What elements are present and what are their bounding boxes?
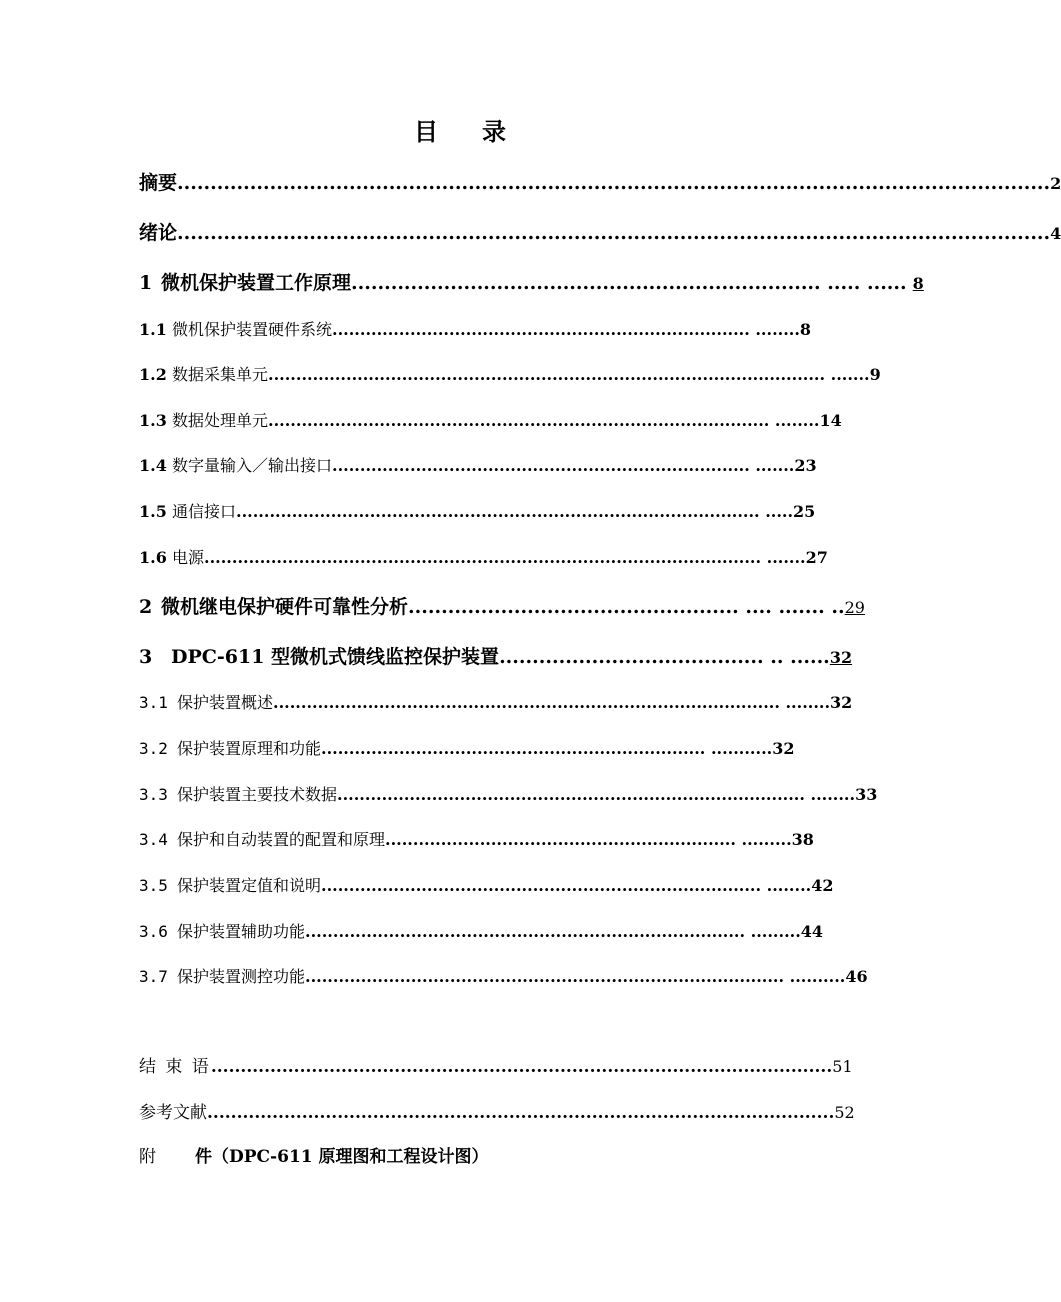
toc-entry-1-2[interactable]	[139, 362, 881, 385]
toc-entry-1-1[interactable]	[139, 317, 812, 340]
toc-leader: ........................................................................... ........	[332, 320, 800, 339]
toc-entry-3-7[interactable]	[139, 964, 868, 987]
toc-number: 1.5	[139, 502, 167, 521]
toc-page: 42	[811, 876, 834, 895]
toc-number: 1.3	[139, 411, 167, 430]
toc-label: 结 束 语	[139, 1057, 211, 1077]
toc-number: 3	[139, 646, 153, 668]
toc-number: 3.3	[139, 785, 168, 804]
toc-page: 9	[869, 365, 881, 384]
toc-page: 44	[800, 922, 824, 941]
appendix-line	[139, 1142, 489, 1167]
toc-page: 32	[772, 739, 795, 758]
toc-label: 微机保护装置硬件系统	[172, 320, 333, 339]
toc-page: 14	[819, 411, 842, 430]
toc-label: 摘要	[139, 172, 178, 194]
toc-page: 51	[832, 1057, 853, 1076]
page-title	[0, 112, 920, 147]
toc-label: 保护装置概述	[177, 693, 274, 712]
toc-number: 3.4	[139, 830, 168, 849]
toc-page: 33	[855, 785, 878, 804]
toc-entry-references[interactable]	[139, 1098, 855, 1123]
appendix-prefix: 附	[139, 1147, 156, 1167]
toc-entry-ch2[interactable]	[139, 592, 865, 619]
toc-leader: ....................................................................................................................................	[177, 172, 1051, 194]
toc-leader: ....................................................................... ..... ......	[351, 272, 907, 294]
toc-label: 保护装置测控功能	[177, 967, 306, 986]
toc-leader: .......................................................................................... ........	[268, 411, 820, 430]
toc-page: 52	[834, 1103, 855, 1122]
toc-label: 参考文献	[139, 1103, 207, 1123]
toc-entry-1-3[interactable]	[139, 408, 842, 431]
toc-entry-1-4[interactable]	[139, 453, 817, 476]
toc-entry-3-1[interactable]	[139, 690, 853, 713]
toc-number: 1.6	[139, 548, 167, 567]
toc-leader: .................................................................................................... .......	[204, 548, 806, 567]
toc-number: 1.2	[139, 365, 167, 384]
title-char-1: 目	[414, 117, 438, 146]
toc-number: 3.5	[139, 876, 168, 895]
toc-page: 4	[1050, 224, 1061, 243]
toc-page: 32	[830, 693, 853, 712]
toc-leader: ....................................................................................................................................	[177, 222, 1051, 244]
toc-number: 1.1	[139, 320, 167, 339]
toc-number: 3.6	[139, 922, 168, 941]
toc-number: 3.7	[139, 967, 168, 986]
toc-page: 38	[791, 830, 814, 849]
toc-entry-3-2[interactable]	[139, 736, 795, 759]
toc-leader: .................................................. .... ....... ..	[408, 596, 845, 618]
toc-leader: ...................................................................................... ..........	[305, 967, 846, 986]
toc-leader: ............................................................................... .........	[305, 922, 801, 941]
toc-leader: ........................................ .. ......	[499, 646, 830, 668]
toc-page: 25	[793, 502, 816, 521]
toc-leader: ..................................................................... ...........	[321, 739, 773, 758]
toc-entry-ch3[interactable]	[139, 642, 853, 669]
toc-label: 保护装置辅助功能	[177, 922, 306, 941]
toc-page: 2	[1050, 174, 1061, 193]
toc-leader: .........................................................................................................	[210, 1057, 833, 1077]
toc-label: 保护装置定值和说明	[177, 876, 322, 895]
toc-leader: ........................................................................................... ........	[273, 693, 831, 712]
toc-entry-1-5[interactable]	[139, 499, 816, 522]
toc-number: 3.1	[139, 693, 168, 712]
title-char-2: 录	[482, 117, 506, 146]
toc-page: 27	[805, 548, 828, 567]
toc-label: 微机继电保护硬件可靠性分析	[161, 596, 409, 618]
toc-page: 29	[844, 598, 865, 617]
toc-leader: ............................................................... .........	[385, 830, 792, 849]
toc-entry-abstract[interactable]	[139, 168, 1061, 195]
toc-label: 电源	[172, 548, 205, 567]
toc-leader: ..........................................................................................................	[207, 1103, 835, 1123]
toc-label: 数据处理单元	[172, 411, 269, 430]
toc-leader: .............................................................................................. .....	[236, 502, 794, 521]
toc-label: 微机保护装置工作原理	[161, 272, 352, 294]
toc-label: 通信接口	[172, 502, 237, 521]
toc-page: 23	[794, 456, 817, 475]
toc-number: 1.4	[139, 456, 167, 475]
toc-entry-conclusion[interactable]	[139, 1052, 853, 1077]
toc-label: 绪论	[139, 222, 178, 244]
toc-page: 8	[912, 274, 924, 293]
appendix-text: 件（DPC-611 原理图和工程设计图）	[195, 1147, 489, 1167]
toc-entry-3-6[interactable]	[139, 919, 824, 942]
toc-label: 保护装置主要技术数据	[177, 785, 338, 804]
toc-number: 3.2	[139, 739, 168, 758]
toc-entry-3-3[interactable]	[139, 782, 878, 805]
toc-leader: ............................................................................... ........	[321, 876, 812, 895]
toc-entry-1-6[interactable]	[139, 545, 828, 568]
toc-page: 32	[829, 648, 853, 667]
toc-entry-intro[interactable]	[139, 218, 1061, 245]
toc-page: 8	[799, 320, 812, 339]
toc-leader: ........................................................................... .......	[332, 456, 795, 475]
toc-label: 数字量输入／输出接口	[172, 456, 333, 475]
toc-number: 1	[139, 272, 153, 294]
toc-entry-ch1[interactable]	[139, 268, 924, 295]
toc-label: 数据采集单元	[172, 365, 269, 384]
toc-leader: .................................................................................................... .......	[268, 365, 870, 384]
toc-entry-3-4[interactable]	[139, 827, 814, 850]
toc-number: 2	[139, 596, 153, 618]
toc-label: 保护和自动装置的配置和原理	[177, 830, 386, 849]
toc-label: DPC-611 型微机式馈线监控保护装置	[171, 646, 500, 668]
toc-label: 保护装置原理和功能	[177, 739, 322, 758]
toc-page: 46	[845, 967, 868, 986]
toc-entry-3-5[interactable]	[139, 873, 834, 896]
toc-leader: .................................................................................... ........	[337, 785, 856, 804]
